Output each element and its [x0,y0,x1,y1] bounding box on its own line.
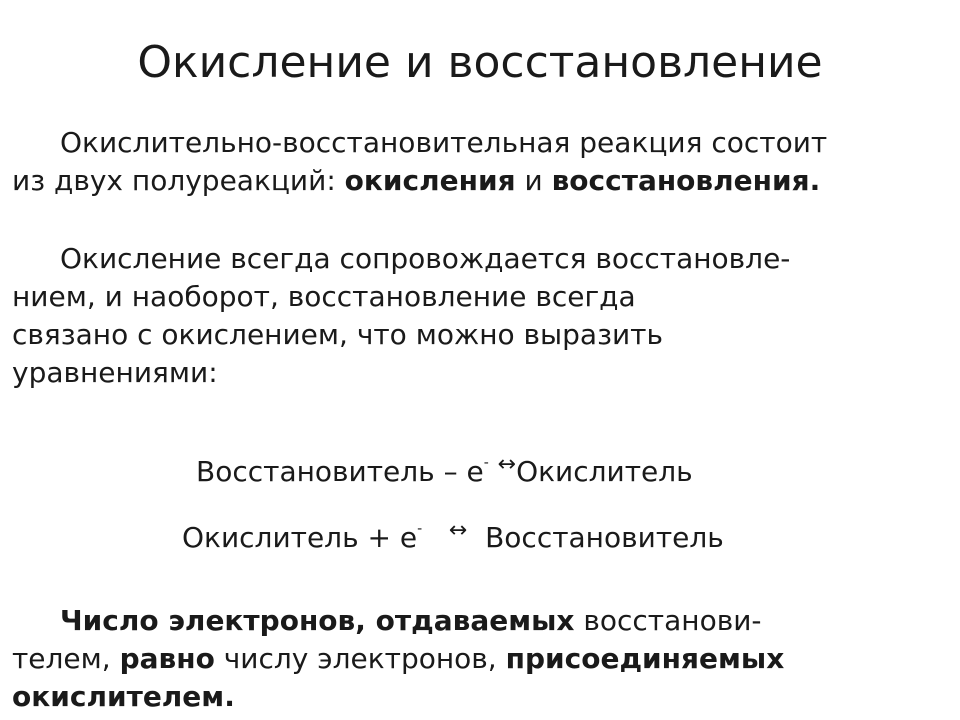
text-line: Окисление всегда сопровождается восстановле- [60,242,791,275]
text-line: связано с окислением, что можно выразить [12,318,663,351]
term-reduction: восстановления. [551,164,821,197]
text-line: Окислительно-восстановительная реакция состоит [60,126,828,159]
text-line [12,602,952,640]
equation-oxidizer-gains-electron [182,520,724,561]
paragraph-redox-definition [12,124,952,200]
equation-left: Восстановитель – е [196,455,484,488]
double-arrow-icon: ↔ [497,452,517,477]
text-fragment: из двух полуреакций: [12,164,345,197]
paragraph-electron-balance [12,602,952,716]
text-line: нием, и наоборот, восстановление всегда [12,280,636,313]
term-accepted: присоединяемых [505,642,785,675]
term-oxidation: окисления [344,164,516,197]
text-line [12,678,952,716]
text-line: уравнениями: [12,356,218,389]
paragraph-oxidation-reduction-link [12,240,952,392]
equation-right: Восстановитель [485,521,724,554]
text-fragment: телем, [12,642,120,675]
electron-charge-superscript: - [483,455,489,471]
equation-right: Окислитель [516,455,693,488]
text-fragment: восстанови- [574,604,762,637]
term-oxidizer: окислителем. [12,680,235,713]
equation-left: Окислитель + е [182,521,418,554]
electron-charge-superscript: - [417,521,423,537]
text-line [12,162,952,200]
term-equal: равно [119,642,215,675]
text-fragment: и [515,164,552,197]
slide-title: Окисление и восстановление [137,37,823,88]
equation-reducer-loses-electron [196,454,693,495]
text-fragment-bold: Число электронов, отдаваемых [60,604,575,637]
text-line [12,640,952,678]
text-fragment: числу электронов, [214,642,506,675]
double-arrow-icon: ↔ [448,518,468,543]
